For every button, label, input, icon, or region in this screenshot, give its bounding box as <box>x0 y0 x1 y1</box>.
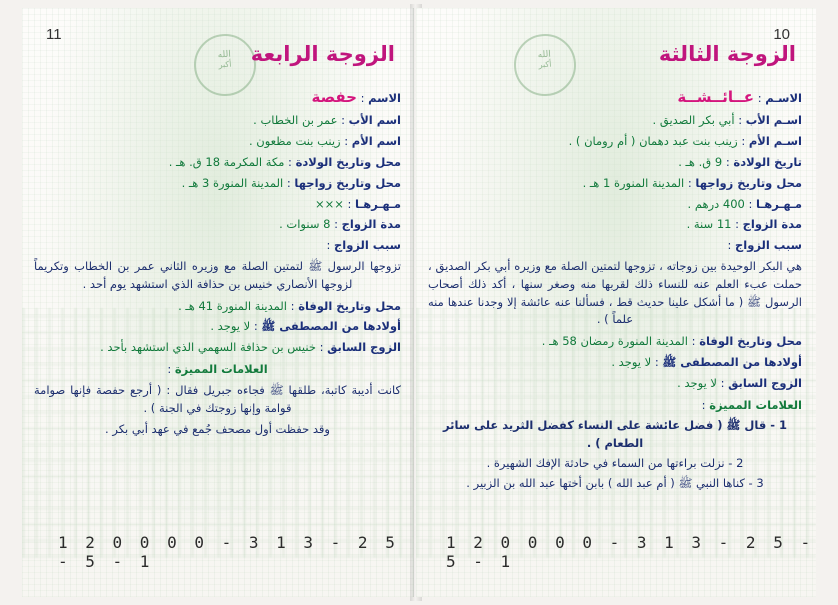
list-item: 3 - كناها النبي ﷺ ( أم عبد الله ) بابن أختها عبد الله بن الزبير . <box>466 475 764 490</box>
field-row <box>428 133 802 151</box>
left-page <box>22 8 414 597</box>
field-separator: : <box>286 175 291 190</box>
field-value: 400 درهم . <box>687 196 745 211</box>
field-separator: : <box>319 340 324 355</box>
field-row <box>428 216 802 234</box>
field-value: أبي بكر الصديق . <box>652 113 735 128</box>
field-separator: : <box>725 154 730 169</box>
field-value: زينب بنت عبد دهمان ( أم رومان ) . <box>568 134 738 149</box>
death-row <box>34 298 401 316</box>
field-label: مـهـرهـا <box>355 196 401 211</box>
field-value: مكة المكرمة 18 ق. هـ . <box>168 154 285 169</box>
previous-husband-label: الزوج السابق <box>728 375 802 390</box>
machine-readable-code-left: 1 2 0 0 0 0 - 3 1 3 - 2 5 - 5 - 1 <box>58 533 399 571</box>
death-row <box>428 333 802 351</box>
page-number-right: 10 <box>773 26 790 43</box>
children-row <box>34 318 401 336</box>
left-page-title: الزوجة الرابعة <box>250 42 395 66</box>
field-label: مدة الزواج <box>341 217 401 232</box>
death-label: محل وتاريخ الوفاة <box>298 298 401 313</box>
marks-paragraph: كانت أديبة كاتبة، طلقها ﷺ فجاءه جبريل فقال : ( أرجع حفصة فإنها صوامة قوامة وإنها زوجتك في الجنة ) . <box>34 382 401 415</box>
stamp-line-1: الله <box>217 49 232 61</box>
previous-husband-row <box>34 339 401 357</box>
field-label: اسـم الأم <box>748 134 802 149</box>
page-number-left: 11 <box>46 26 62 43</box>
field-label: الاسم <box>368 91 401 105</box>
death-label: محل وتاريخ الوفاة <box>699 334 802 349</box>
field-row <box>34 216 401 234</box>
field-separator: : <box>167 362 172 376</box>
field-label: تاريخ الولادة <box>733 154 802 169</box>
children-label: أولادها من المصطفى ﷺ <box>261 319 401 334</box>
field-value: 11 سنة . <box>686 217 732 232</box>
death-value: المدينة المنورة 41 هـ . <box>178 298 287 313</box>
field-row <box>34 154 401 172</box>
field-separator: : <box>691 334 696 349</box>
marriage-reason-text: هي البكر الوحيدة بين زوجاته ، تزوجها لتمتين الصلة مع وزيره أبي بكر الصديق ، حملت عبء العلم عنه للنساء ذلك لقربها منه وصغر سنها ، أكد ذلك أصحاب الرسول ﷺ ( ما أشكل علينا حديث قط ، فسألنا عنه عائشة إلا وجدنا عندها منه علماً ) . <box>428 258 802 327</box>
marks-heading <box>428 397 802 415</box>
field-row <box>34 133 401 151</box>
marks-paragraph: وقد حفظت أول مصحف جُمع في عهد أبي بكر . <box>105 422 330 437</box>
field-value: عمر بن الخطاب . <box>253 113 338 128</box>
list-item: 2 - نزلت براءتها من السماء في حادثة الإفك الشهيرة . <box>486 456 744 471</box>
field-separator: : <box>654 355 659 369</box>
stamp-line-2: أكبر <box>538 59 552 70</box>
marriage-reason-text: تزوجها الرسول ﷺ لتمتين الصلة مع وزيره الثاني عمر بن الخطاب وتكريماً لزوجها الأنصاري خنيس بن حذافة الذي استشهد يوم أحد . <box>34 258 401 291</box>
field-value: زينب بنت مظعون . <box>248 134 341 149</box>
marks-label: العلامات المميزة <box>174 362 268 376</box>
field-value: حفصة <box>311 88 357 106</box>
previous-husband-value: لا يوجد . <box>677 375 717 390</box>
right-page-content <box>428 86 802 495</box>
marriage-reason-row <box>428 237 802 255</box>
marks-label: العلامات المميزة <box>709 397 802 412</box>
field-label: محل وتاريخ زواجها <box>695 175 802 190</box>
right-page-title: الزوجة الثالثة <box>658 42 796 66</box>
field-separator: : <box>344 134 349 149</box>
stamp-line-1: الله <box>537 49 552 61</box>
field-separator: : <box>341 113 345 128</box>
field-separator: : <box>741 134 746 149</box>
field-separator: : <box>687 175 692 190</box>
children-value: لا يوجد . <box>210 319 251 334</box>
marriage-reason-row <box>34 237 401 255</box>
children-value: لا يوجد . <box>611 355 652 369</box>
field-label: محل وتاريخ الولادة <box>295 154 401 169</box>
children-row <box>428 354 802 372</box>
field-label: اسم الأب <box>348 113 401 128</box>
field-row <box>428 112 802 130</box>
field-value: المدينة المنورة 3 هـ . <box>181 175 284 190</box>
field-separator: : <box>757 91 762 105</box>
field-row <box>428 86 802 109</box>
field-separator: : <box>738 113 743 128</box>
field-separator: : <box>735 217 739 232</box>
field-value: 8 سنوات . <box>279 217 331 232</box>
field-separator: : <box>720 375 725 390</box>
field-label: مـهـرهـا <box>756 196 802 211</box>
field-label: الاسـم <box>765 91 802 105</box>
field-separator: : <box>290 298 295 313</box>
field-separator: : <box>748 196 753 211</box>
field-row <box>428 175 802 193</box>
field-separator: : <box>360 91 365 105</box>
field-value: المدينة المنورة 1 هـ . <box>582 175 685 190</box>
field-separator: : <box>326 238 331 253</box>
left-page-content <box>34 86 401 443</box>
right-page <box>416 8 816 597</box>
field-row <box>428 196 802 214</box>
field-row <box>34 86 401 109</box>
marriage-reason-label: سبب الزواج <box>334 238 401 253</box>
list-item: 1 - قال ﷺ ( فضل عائشة على النساء كفضل الثريد على سائر الطعام ) . <box>442 418 788 451</box>
field-separator: : <box>727 238 732 253</box>
field-separator: : <box>701 397 706 412</box>
machine-readable-code-right: 1 2 0 0 0 0 - 3 1 3 - 2 5 - 5 - 1 <box>446 533 815 571</box>
field-value: ××× <box>314 196 344 211</box>
marks-heading <box>34 361 401 379</box>
field-label: اسـم الأب <box>745 113 802 128</box>
marks-list <box>428 417 802 492</box>
field-row <box>34 112 401 130</box>
marriage-reason-label: سبب الزواج <box>735 238 802 253</box>
field-separator: : <box>334 217 338 232</box>
field-separator: : <box>347 196 352 211</box>
children-label: أولادها من المصطفى ﷺ <box>662 355 802 369</box>
field-separator: : <box>288 154 292 169</box>
death-value: المدينة المنورة رمضان 58 هـ . <box>541 334 688 349</box>
previous-husband-value: خنيس بن حذافة السهمي الذي استشهد بأحد . <box>100 340 316 355</box>
field-row <box>34 175 401 193</box>
previous-husband-row <box>428 375 802 393</box>
field-value: 9 ق. هـ . <box>678 154 723 169</box>
stamp-line-2: أكبر <box>218 59 232 70</box>
previous-husband-label: الزوج السابق <box>327 340 401 355</box>
field-label: اسم الأم <box>351 134 401 149</box>
field-separator: : <box>253 319 258 334</box>
field-row <box>34 196 401 214</box>
field-label: محل وتاريخ زواجها <box>294 175 401 190</box>
field-label: مدة الزواج <box>742 217 802 232</box>
field-value: عــائــشــة <box>677 88 755 106</box>
field-row <box>428 154 802 172</box>
